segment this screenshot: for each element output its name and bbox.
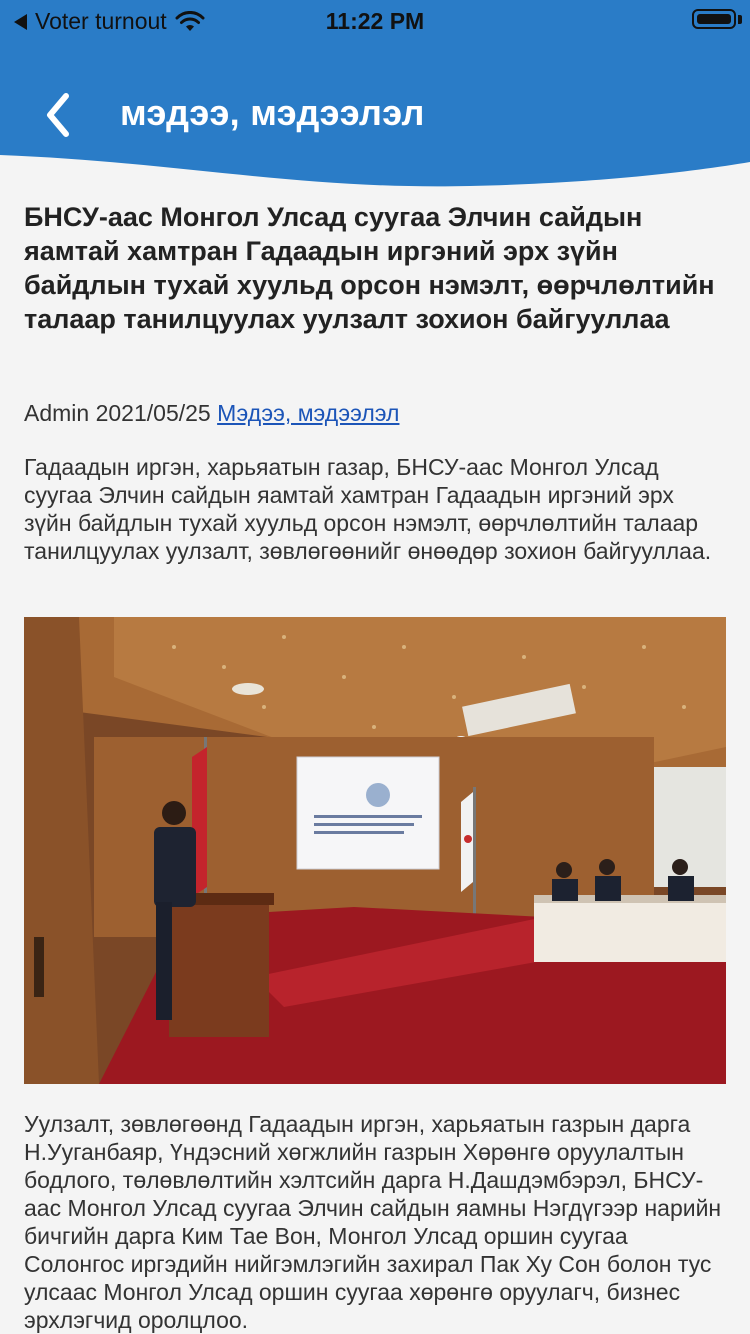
app-header	[0, 0, 750, 190]
chevron-left-icon	[34, 90, 84, 140]
header-wave	[0, 150, 750, 190]
article-author: Admin	[24, 400, 90, 426]
article-lead: Гадаадын иргэн, харьяатын газар, БНСУ-аас Монгол Улсад суугаа Элчин сайдын яамтай хамтран Гадаадын иргэний эрх зүйн байдлын тухай хуульд орсон нэмэлт, өөрчлөлтийн талаар танилцуулах уулзалт, зөвлөгөөнийг өнөөдөр зохион байгууллаа.	[24, 454, 712, 564]
article-body: Уулзалт, зөвлөгөөнд Гадаадын иргэн, харьяатын газрын дарга Н.Ууганбаяр, Үндэсний хөгжлийн газрын Хөрөнгө оруулалтын бодлого, төлөвлөлтийн хэлтсийн дарга Н.Дашдэмбэрэл, БНСУ-аас Монгол Улсад суугаа Элчин сайдын яамны Нэгдүгээр нарийн бичгийн дарга Ким Тае Вон, Монгол Улсад оршин суугаа Солонгос иргэдийн нийгэмлэгийн захирал Пак Ху Сон болон тус улсаас Монгол Улсад оршин суугаа хөрөнгө оруулагч, бизнес эрхлэгчид оролцлоо.	[24, 1111, 722, 1333]
article-title: БНСУ-аас Монгол Улсад суугаа Элчин сайдын яамтай хамтран Гадаадын иргэний эрх зүйн байдлын тухай хуульд орсон нэмэлт, өөрчлөлтийн талаар танилцуулах уулзалт зохион байгууллаа	[24, 202, 715, 334]
back-app-label: Voter turnout	[35, 8, 167, 34]
battery-tip	[738, 15, 742, 24]
article-meta	[24, 400, 724, 427]
category-link[interactable]: Мэдээ, мэдээлэл	[217, 400, 400, 426]
article-date: 2021/05/25	[95, 400, 211, 426]
nav-bar	[0, 76, 750, 151]
article-content	[0, 190, 750, 1334]
battery-icon	[692, 9, 736, 29]
status-bar	[0, 0, 750, 42]
status-time: 11:22 PM	[325, 8, 425, 34]
page-title: мэдээ, мэдээлэл	[120, 92, 425, 133]
article-photo	[24, 617, 726, 1084]
back-button[interactable]	[34, 90, 84, 140]
